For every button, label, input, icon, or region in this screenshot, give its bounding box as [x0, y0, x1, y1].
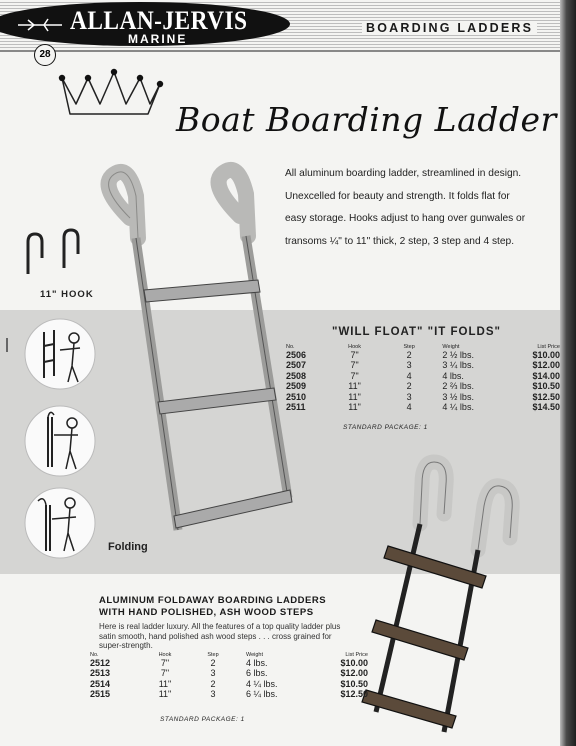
- cell-step: 2: [406, 350, 412, 360]
- slogan: "WILL FLOAT" "IT FOLDS": [332, 326, 501, 338]
- standard-package-note: STANDARD PACKAGE: 1: [343, 424, 428, 431]
- anchor-arrow-icon: [18, 19, 64, 31]
- table-row: [84, 668, 368, 678]
- cell-hook: 11": [348, 381, 361, 392]
- crown-icon: [56, 66, 164, 116]
- cell-no: 2514: [90, 678, 111, 689]
- cell-hook: 7": [160, 658, 170, 668]
- cell-step: 4: [406, 370, 412, 381]
- cell-weight: 2 ½ lbs.: [442, 350, 474, 360]
- cell-weight: 6 ¼ lbs.: [246, 689, 278, 700]
- section-title: BOARDING LADDERS: [362, 21, 537, 35]
- brand-name: ALLAN-JERVIS: [70, 6, 248, 35]
- folding-step-illustration-2: [24, 405, 96, 477]
- cell-price: $12.00: [340, 668, 368, 679]
- folding-step-illustration-3: [24, 487, 96, 559]
- table-row: [84, 679, 368, 689]
- brand-subtitle: MARINE: [128, 32, 188, 46]
- cell-weight: 4 lbs.: [246, 658, 268, 668]
- cell-step: 3: [406, 360, 412, 371]
- col-header-price: List Price: [345, 652, 368, 658]
- cell-no: 2508: [286, 370, 307, 381]
- col-header-hook: Hook: [348, 344, 361, 350]
- cell-price: $12.50: [532, 391, 560, 402]
- wood-step-ladder-image: [360, 454, 540, 739]
- cell-no: 2510: [286, 391, 307, 402]
- cell-step: 4: [406, 402, 412, 413]
- cell-hook: 11": [158, 678, 172, 689]
- cell-price: $10.50: [340, 678, 368, 689]
- cell-price: $10.00: [532, 350, 560, 360]
- cell-no: 2515: [90, 689, 111, 700]
- cell-no: 2507: [286, 360, 307, 371]
- cell-weight: 4 lbs.: [442, 370, 464, 381]
- standard-package-note: STANDARD PACKAGE: 1: [160, 716, 245, 723]
- table-row: [280, 402, 560, 412]
- col-header-weight: Weight: [246, 652, 264, 658]
- table-row: [280, 392, 560, 402]
- cell-step: 3: [210, 689, 216, 700]
- col-header-price: List Price: [537, 344, 560, 350]
- cell-no: 2506: [286, 350, 307, 360]
- table-row: [280, 381, 560, 391]
- cell-weight: 4 ¼ lbs.: [246, 678, 278, 689]
- cell-hook: 7": [350, 350, 359, 360]
- page-number: 28: [34, 44, 56, 66]
- cell-price: $10.50: [532, 381, 560, 392]
- wood-section-title-line-1: ALUMINUM FOLDAWAY BOARDING LADDERS: [99, 595, 327, 606]
- hook-illustration: [20, 228, 90, 278]
- cell-no: 2512: [90, 658, 111, 668]
- col-header-weight: Weight: [442, 344, 460, 350]
- col-header-step: Step: [403, 344, 415, 350]
- wood-section-title: [99, 595, 326, 619]
- cell-step: 3: [406, 391, 412, 402]
- cell-price: $14.50: [532, 402, 560, 413]
- folding-caption: Folding: [108, 541, 148, 553]
- cell-weight: 4 ¼ lbs.: [442, 402, 474, 413]
- aluminum-ladder-image: [90, 168, 300, 540]
- cell-price: $10.00: [340, 658, 368, 668]
- product-description: All aluminum boarding ladder, streamlined in design. Unexcelled for beauty and strength. It folds flat for easy storage. Hooks adjust to hang over gunwales or transoms ¼" to 11" thick, 2 step, 3 step and 4 step.: [285, 168, 526, 247]
- page-title: Boat Boarding Ladder: [176, 100, 557, 139]
- table-row: [84, 658, 368, 668]
- cell-weight: 2 ⅔ lbs.: [442, 381, 474, 392]
- wood-price-table: [84, 652, 368, 700]
- table-row: [280, 371, 560, 381]
- table-row: [280, 360, 560, 370]
- cell-weight: 6 lbs.: [246, 668, 268, 679]
- aluminum-price-table: [280, 344, 560, 412]
- cell-hook: 11": [348, 402, 361, 413]
- wood-section-description: Here is real ladder luxury. All the features of a top quality ladder plus satin smooth, hand polished ash wood steps . . . cross grained for super-strength.: [99, 622, 341, 650]
- cell-hook: 11": [158, 689, 172, 700]
- wood-section-title-line-2: WITH HAND POLISHED, ASH WOOD STEPS: [99, 607, 314, 618]
- cell-hook: 7": [350, 360, 359, 371]
- cell-weight: 3 ½ lbs.: [442, 391, 474, 402]
- cell-hook: 7": [350, 370, 359, 381]
- brand-logo: [0, 2, 290, 46]
- col-header-no: No.: [90, 652, 99, 658]
- col-header-hook: Hook: [158, 652, 172, 658]
- margin-mark: [6, 338, 8, 352]
- folding-step-illustration-1: [24, 318, 96, 390]
- cell-hook: 7": [160, 668, 170, 679]
- cell-step: 2: [406, 381, 412, 392]
- cell-step: 2: [210, 678, 216, 689]
- col-header-no: No.: [286, 344, 295, 350]
- cell-price: $12.00: [532, 360, 560, 371]
- page-binding-edge: [560, 0, 576, 746]
- table-row: [280, 350, 560, 360]
- header-rule: [0, 50, 560, 52]
- cell-weight: 3 ¼ lbs.: [442, 360, 474, 371]
- cell-no: 2511: [286, 402, 306, 413]
- cell-no: 2513: [90, 668, 111, 679]
- cell-step: 3: [210, 668, 216, 679]
- hook-caption: 11" HOOK: [40, 289, 94, 300]
- col-header-step: Step: [207, 652, 219, 658]
- table-row: [84, 689, 368, 699]
- cell-hook: 11": [348, 391, 361, 402]
- cell-no: 2509: [286, 381, 307, 392]
- cell-price: $12.50: [340, 689, 368, 700]
- cell-step: 2: [210, 658, 216, 668]
- cell-price: $14.00: [532, 370, 560, 381]
